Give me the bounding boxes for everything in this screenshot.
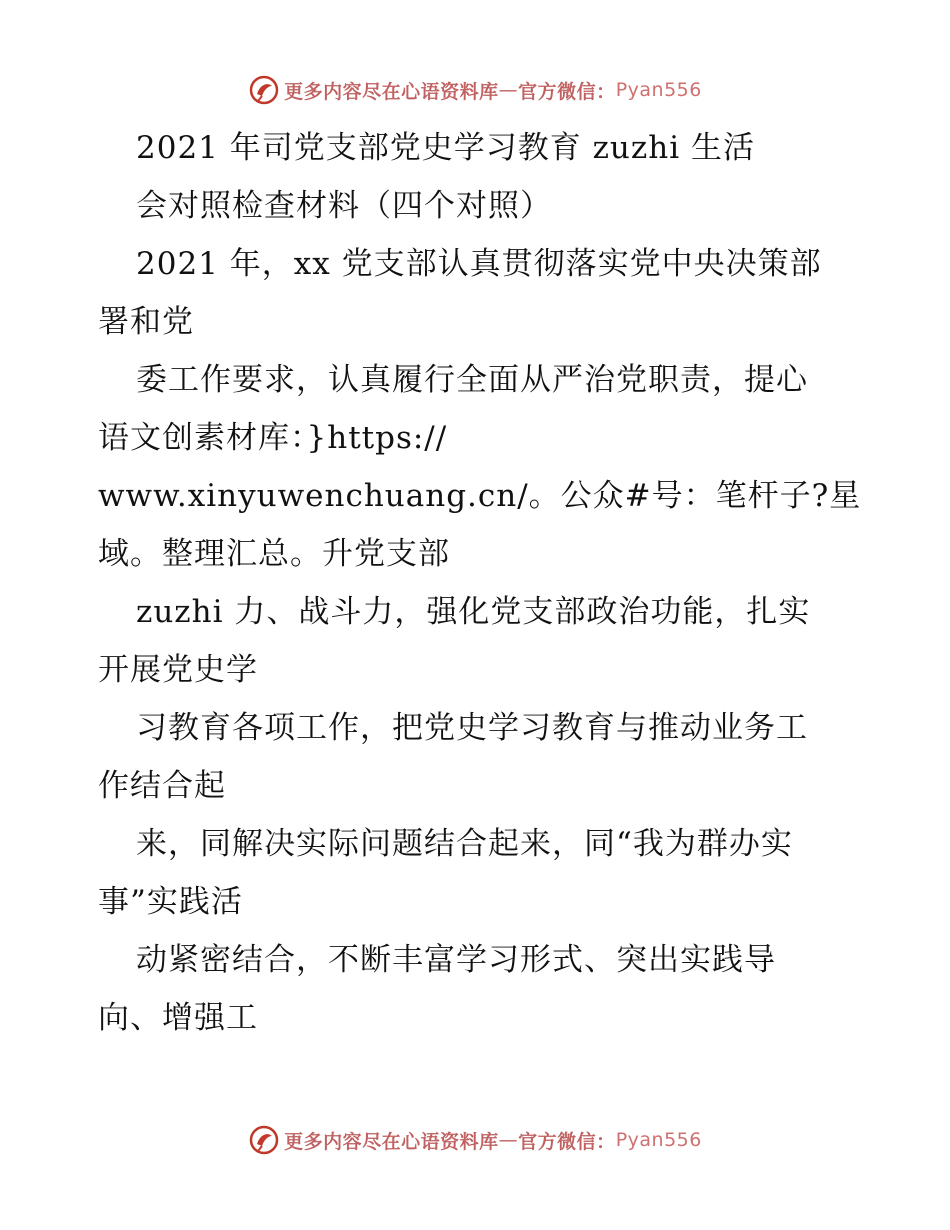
banner-wechat-id: Pyan556 — [615, 1129, 702, 1151]
banner-wechat-id: Pyan556 — [615, 79, 702, 101]
banner-dash: — — [498, 79, 519, 101]
brand-logo-icon — [248, 1124, 280, 1156]
brand-logo-icon — [248, 74, 280, 106]
paragraph-line: 作结合起 — [98, 768, 226, 804]
banner-dash: — — [498, 1129, 519, 1151]
paragraph-line: 2021 年，xx 党支部认真贯彻落实党中央决策部 — [136, 246, 822, 282]
paragraph-line: 来，同解决实际问题结合起来，同“我为群办实 — [136, 826, 793, 862]
banner-wechat-label: 官方微信： — [518, 1130, 616, 1153]
banner-main-text: 更多内容尽在心语资料库 — [284, 80, 499, 103]
document-title-line-2: 会对照检查材料（四个对照） — [136, 188, 552, 224]
paragraph-line: 向、增强工 — [98, 1000, 258, 1036]
paragraph-line: 委工作要求，认真履行全面从严治党职责，提心 — [136, 362, 808, 398]
paragraph-line: 语文创素材库：}https:// — [98, 420, 448, 456]
document-title-line-1: 2021 年司党支部党史学习教育 zuzhi 生活 — [136, 130, 755, 166]
paragraph-line: 动紧密结合，不断丰富学习形式、突出实践导 — [136, 942, 776, 978]
paragraph-line: zuzhi 力、战斗力，强化党支部政治功能，扎实 — [136, 594, 811, 630]
paragraph-line: 署和党 — [98, 304, 194, 340]
footer-watermark-banner — [0, 1120, 950, 1160]
header-watermark-banner — [0, 70, 950, 110]
paragraph-line: 开展党史学 — [98, 652, 258, 688]
paragraph-line: 域。整理汇总。升党支部 — [98, 536, 450, 572]
banner-main-text: 更多内容尽在心语资料库 — [284, 1130, 499, 1153]
paragraph-line: 事”实践活 — [98, 884, 243, 920]
paragraph-line: www.xinyuwenchuang.cn/。公众#号：笔杆子?星 — [98, 478, 862, 514]
banner-wechat-label: 官方微信： — [518, 80, 616, 103]
paragraph-line: 习教育各项工作，把党史学习教育与推动业务工 — [136, 710, 808, 746]
